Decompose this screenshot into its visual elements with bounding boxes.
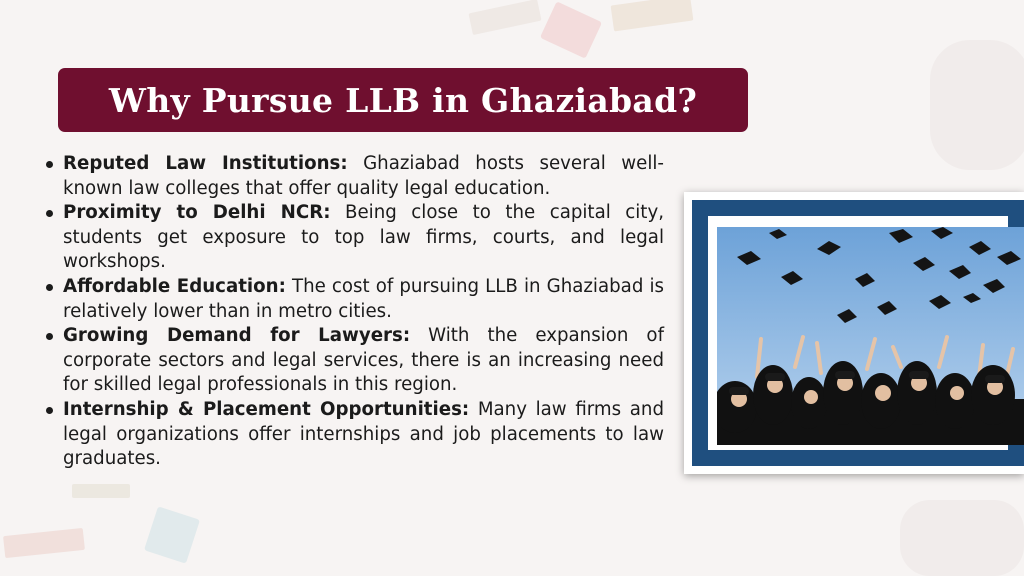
bullet-text: Many law firms and legal organizations offer internships and job placements to law graduates. bbox=[63, 398, 664, 470]
list-item bbox=[42, 201, 664, 275]
photo-frame bbox=[684, 192, 1024, 474]
reasons-list bbox=[42, 152, 664, 472]
list-item bbox=[42, 324, 664, 398]
decorative-book-top-3 bbox=[611, 0, 694, 31]
list-item bbox=[42, 398, 664, 472]
bullet-label: Affordable Education: bbox=[63, 275, 286, 297]
decorative-shape-right bbox=[930, 40, 1024, 170]
bullet-text: Ghaziabad hosts several well-known law colleges that offer quality legal education. bbox=[63, 153, 664, 199]
bullet-label: Proximity to Delhi NCR: bbox=[63, 202, 331, 224]
page-title: Why Pursue LLB in Ghaziabad? bbox=[108, 80, 698, 120]
title-banner bbox=[58, 68, 748, 132]
decorative-shape-bottom-right bbox=[900, 500, 1024, 576]
bullet-text: The cost of pursuing LLB in Ghaziabad is relatively lower than in metro cities. bbox=[63, 275, 664, 322]
decorative-book-top bbox=[468, 0, 541, 35]
decorative-book-bottom-left-3 bbox=[72, 484, 130, 498]
bullet-label: Growing Demand for Lawyers: bbox=[63, 325, 411, 347]
graduation-photo bbox=[717, 227, 1024, 445]
bullet-label: Internship & Placement Opportunities: bbox=[63, 398, 470, 420]
bullet-text: Being close to the capital city, students get exposure to top law firms, courts, and legal workshops. bbox=[63, 202, 664, 273]
bullet-label: Reputed Law Institutions: bbox=[63, 153, 348, 174]
list-item bbox=[42, 275, 664, 324]
graduation-illustration bbox=[717, 227, 1024, 445]
decorative-book-bottom-left-2 bbox=[144, 506, 200, 563]
list-item bbox=[42, 152, 664, 201]
decorative-book-bottom-left bbox=[3, 528, 85, 558]
bullet-text: With the expansion of corporate sectors and legal services, there is an increasing need for skilled legal professionals in this region. bbox=[63, 325, 664, 396]
decorative-book-top-2 bbox=[540, 1, 602, 58]
